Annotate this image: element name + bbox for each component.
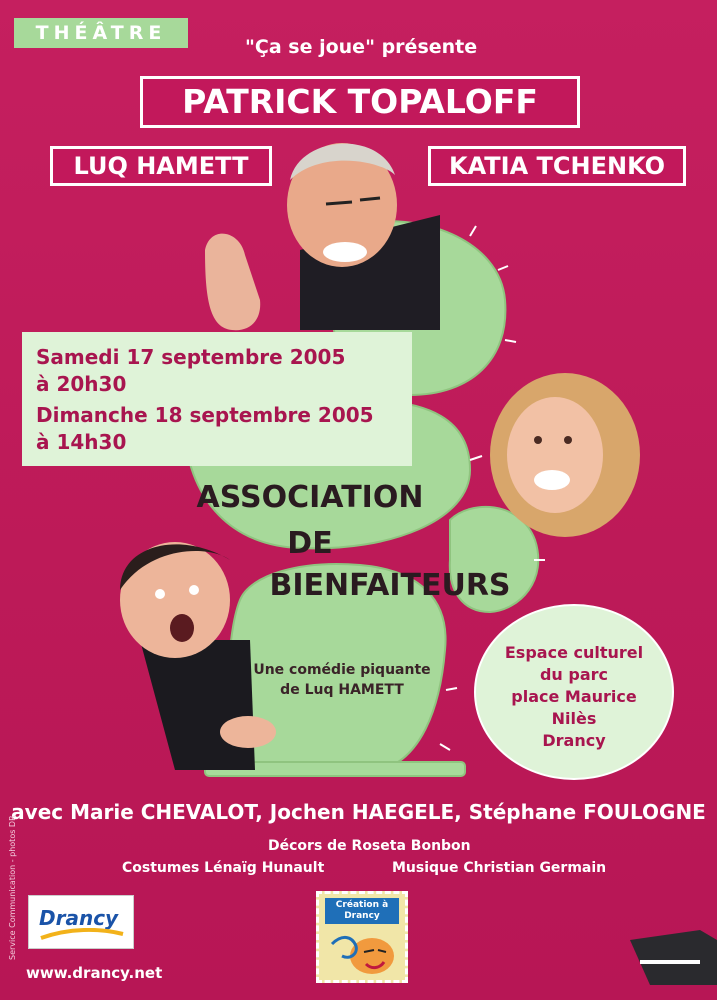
subtitle-line-1: Une comédie piquante [253,662,431,678]
title-line-3: BIENFAITEURS [269,568,511,603]
credit-decor: Décors de Roseta Bonbon [268,838,471,854]
presenter-line: "Ça se joue" présente [245,36,478,58]
creation-label: Création à Drancy [325,898,399,924]
title-line-1: ASSOCIATION [196,480,424,515]
venue-panel [474,604,674,780]
website-link[interactable]: www.drancy.net [26,964,163,982]
venue-line-1: Espace culturel [504,643,644,662]
category-tag: THÉÂTRE [14,18,188,48]
building-silhouette [630,930,717,985]
actor-left: LUQ HAMETT [50,146,272,186]
photo-credit: Service Communication - photos DR [8,815,17,960]
supporting-cast: avec Marie CHEVALOT, Jochen HAEGELE, Stéphane FOULOGNE [11,800,706,824]
time-line-2: à 14h30 [36,430,127,454]
mask-icon [322,924,402,984]
drancy-logo[interactable] [28,895,134,949]
title-line-2: DE [287,526,333,561]
date-line-2: Dimanche 18 septembre 2005 [36,403,374,427]
logo-swoosh-icon [39,928,125,942]
venue-line-4: Nilès [551,709,597,728]
subtitle-line-2: de Luq HAMETT [280,682,404,698]
drancy-logo-text: Drancy [39,906,119,930]
photo-katia-tchenko [490,373,640,537]
venue-line-5: Drancy [542,731,606,750]
venue-line-2: du parc [539,665,609,684]
date-line-1: Samedi 17 septembre 2005 [36,345,346,369]
creation-drancy-badge [316,891,408,983]
dates-panel [22,332,412,466]
actor-right: KATIA TCHENKO [428,146,686,186]
time-line-1: à 20h30 [36,372,127,396]
lead-actor: PATRICK TOPALOFF [140,76,580,128]
subtitle [232,660,452,700]
venue-line-3: place Maurice [511,687,637,706]
credit-costumes: Costumes Lénaïg Hunault [122,860,325,876]
credit-music: Musique Christian Germain [392,860,607,876]
